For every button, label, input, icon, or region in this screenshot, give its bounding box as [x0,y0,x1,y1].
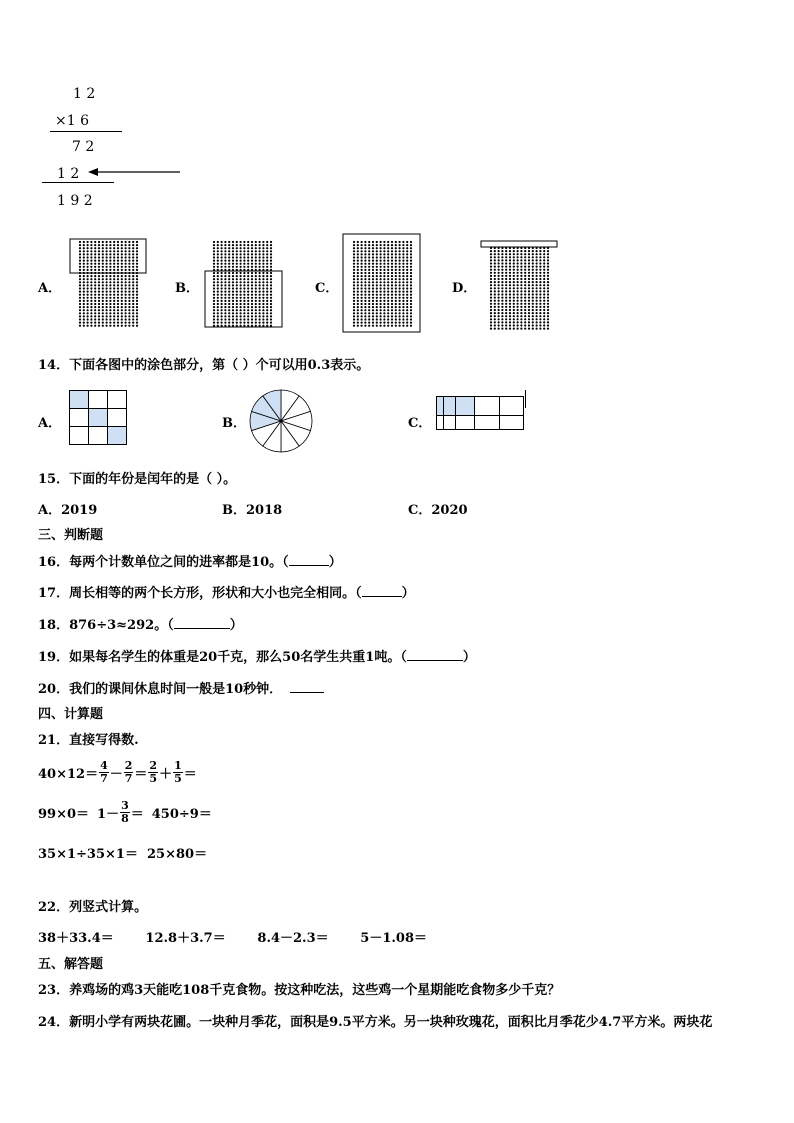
section-heading-word-problems: 五、解答题 [38,957,104,972]
q18 [38,614,243,633]
q21-stem: 21．直接写得数. [38,733,139,748]
numerator: 1 [174,759,182,772]
q15-stem: 15．下面的年份是闰年的是（ ）。 [38,472,237,487]
fraction [124,760,134,785]
grid-figure-a [69,390,127,446]
q21-r2-expr-a: 99×0＝ [38,807,90,822]
q18-close: ） [229,618,243,633]
mult-row5: 1 9 2 [57,193,93,209]
equals-sign: ＝ [183,767,197,782]
q14-stem: 14．下面各图中的涂色部分，第（ ）个可以用0.3表示。 [38,358,370,373]
q15-option-a: A．2019 [38,503,98,518]
fraction [173,760,183,785]
q18-text: 18．876÷3≈292。（ [38,618,174,633]
q21-r2-expr-d: 450÷9＝ [151,807,212,822]
q13-option-b-label: B． [175,281,199,296]
minus-sign: － [109,767,123,782]
q14-option-b-label: B． [222,416,246,431]
circle-figure-b [248,388,314,454]
q15-option-c: C．2020 [408,503,468,518]
fraction [120,800,130,825]
q20-text: 20．我们的课间休息时间一般是10秒钟． [38,682,283,697]
numerator: 2 [149,759,158,772]
q24: 24．新明小学有两块花圃。一块种月季花，面积是9.5平方米。另一块种玫瑰花，面积比月季花少4.7平方米。两块花 [38,1015,713,1030]
answer-blank[interactable] [290,680,324,693]
numerator: 2 [124,759,133,772]
q15-option-b: B．2018 [222,503,283,518]
dot-array-figure-d [479,240,561,332]
mult-row3: 7 2 [72,139,95,155]
q21-row1 [38,760,197,785]
answer-blank[interactable] [362,584,402,597]
q13-option-d-label: D． [452,281,477,296]
denominator: 8 [121,812,129,825]
dot-array-figure-b [204,238,286,330]
numerator: 3 [121,799,129,812]
q21-r2-expr-b: 1－ [97,807,120,822]
dot-array-figure-c [342,233,424,333]
answer-blank[interactable] [174,616,230,629]
q14-option-a-label: A． [38,416,62,431]
answer-blank[interactable] [407,648,463,661]
dot-grid [213,241,272,327]
q17-close: ） [401,586,415,601]
q16-text: 16．每两个计数单位之间的进率都是10。（ [38,555,289,570]
dot-grid [490,247,549,330]
q23: 23．养鸡场的鸡3天能吃108千克食物。按这种吃法，这些鸡一个星期能吃食物多少千克？ [38,983,561,998]
q21-row3: 35×1÷35×1＝ 25×80＝ [38,847,208,862]
fraction [148,760,158,785]
section-heading-judgment: 三、判断题 [38,528,104,543]
q21-r1-expr: 40×12＝ [38,767,99,782]
dot-grid [353,241,412,327]
q22-items: 38＋33.4＝ 12.8＋3.7＝ 8.4－2.3＝ 5－1.08＝ [38,931,428,946]
selection-box [481,241,557,247]
q20 [38,678,324,697]
q14-option-c-label: C． [408,416,432,431]
selection-box [70,239,146,273]
q17-text: 17．周长相等的两个长方形，形状和大小也完全相同。（ [38,586,362,601]
denominator: 5 [174,772,182,785]
answer-blank[interactable] [289,553,329,566]
q17 [38,582,415,601]
mult-line2 [42,182,114,183]
denominator: 5 [149,772,158,785]
q19-text: 19．如果每名学生的体重是20千克，那么50名学生共重1吨。（ [38,650,407,665]
q22-stem: 22．列竖式计算。 [38,900,148,915]
q16-close: ） [328,555,342,570]
plus-sign: ＋ [159,767,173,782]
section-heading-calculation: 四、计算题 [38,707,104,722]
denominator: 7 [124,772,133,785]
numerator: 4 [100,759,108,772]
equals-sign: ＝ [130,807,144,822]
mult-row1: 1 2 [73,86,96,102]
dot-array-figure-a [68,238,150,330]
mult-row4: 1 2 [57,166,80,182]
q16 [38,551,342,570]
arrow-icon [88,166,183,178]
q19 [38,646,476,665]
mult-row2: ×1 6 [55,113,89,129]
q13-option-a-label: A． [38,281,62,296]
q13-option-c-label: C． [315,281,339,296]
dot-grid [79,241,138,327]
rect-figure-c [436,390,528,444]
fraction [99,760,109,785]
denominator: 7 [100,772,108,785]
q21-row2 [38,800,212,825]
q19-close: ） [462,650,476,665]
equals-sign: ＝ [134,767,148,782]
mult-line1 [50,131,122,132]
